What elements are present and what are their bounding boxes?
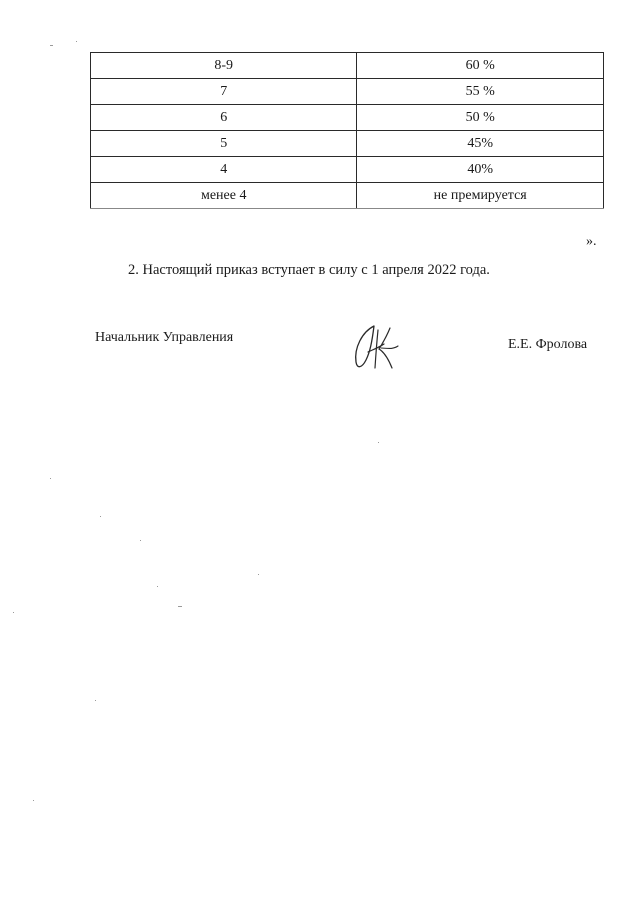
closing-quote: ». <box>586 234 597 249</box>
scan-speck <box>95 700 96 701</box>
table-cell-score: 4 <box>91 157 357 183</box>
table-cell-percent: 60 % <box>357 53 604 79</box>
table-cell-score: 8-9 <box>91 53 357 79</box>
table-cell-score: менее 4 <box>91 183 357 209</box>
scan-speck <box>13 612 14 613</box>
handwritten-signature-icon <box>348 322 402 374</box>
table-cell-percent: 40% <box>357 157 604 183</box>
table-cell-score: 5 <box>91 131 357 157</box>
table-row <box>91 131 604 157</box>
scan-speck <box>378 442 379 443</box>
table-row <box>91 183 604 209</box>
scan-speck <box>178 606 182 607</box>
scan-speck <box>33 800 34 801</box>
scan-speck <box>50 45 53 46</box>
table-row <box>91 79 604 105</box>
bonus-rate-table <box>90 52 604 209</box>
signer-name: Е.Е. Фролова <box>508 337 588 352</box>
table-cell-score: 7 <box>91 79 357 105</box>
table-cell-percent: 50 % <box>357 105 604 131</box>
scan-speck <box>100 516 101 517</box>
table-cell-percent: 55 % <box>357 79 604 105</box>
scan-speck <box>258 574 259 575</box>
scan-speck <box>140 540 141 541</box>
table-cell-percent: 45% <box>357 131 604 157</box>
table-cell-percent: не премируется <box>357 183 604 209</box>
table-row <box>91 53 604 79</box>
table-row <box>91 157 604 183</box>
scan-speck <box>157 586 158 587</box>
signer-position: Начальник Управления <box>95 330 234 345</box>
clause-text: 2. Настоящий приказ вступает в силу с 1 апреля 2022 года. <box>128 262 490 278</box>
scan-speck <box>50 478 51 479</box>
table-row <box>91 105 604 131</box>
table-cell-score: 6 <box>91 105 357 131</box>
scan-speck <box>76 41 77 42</box>
